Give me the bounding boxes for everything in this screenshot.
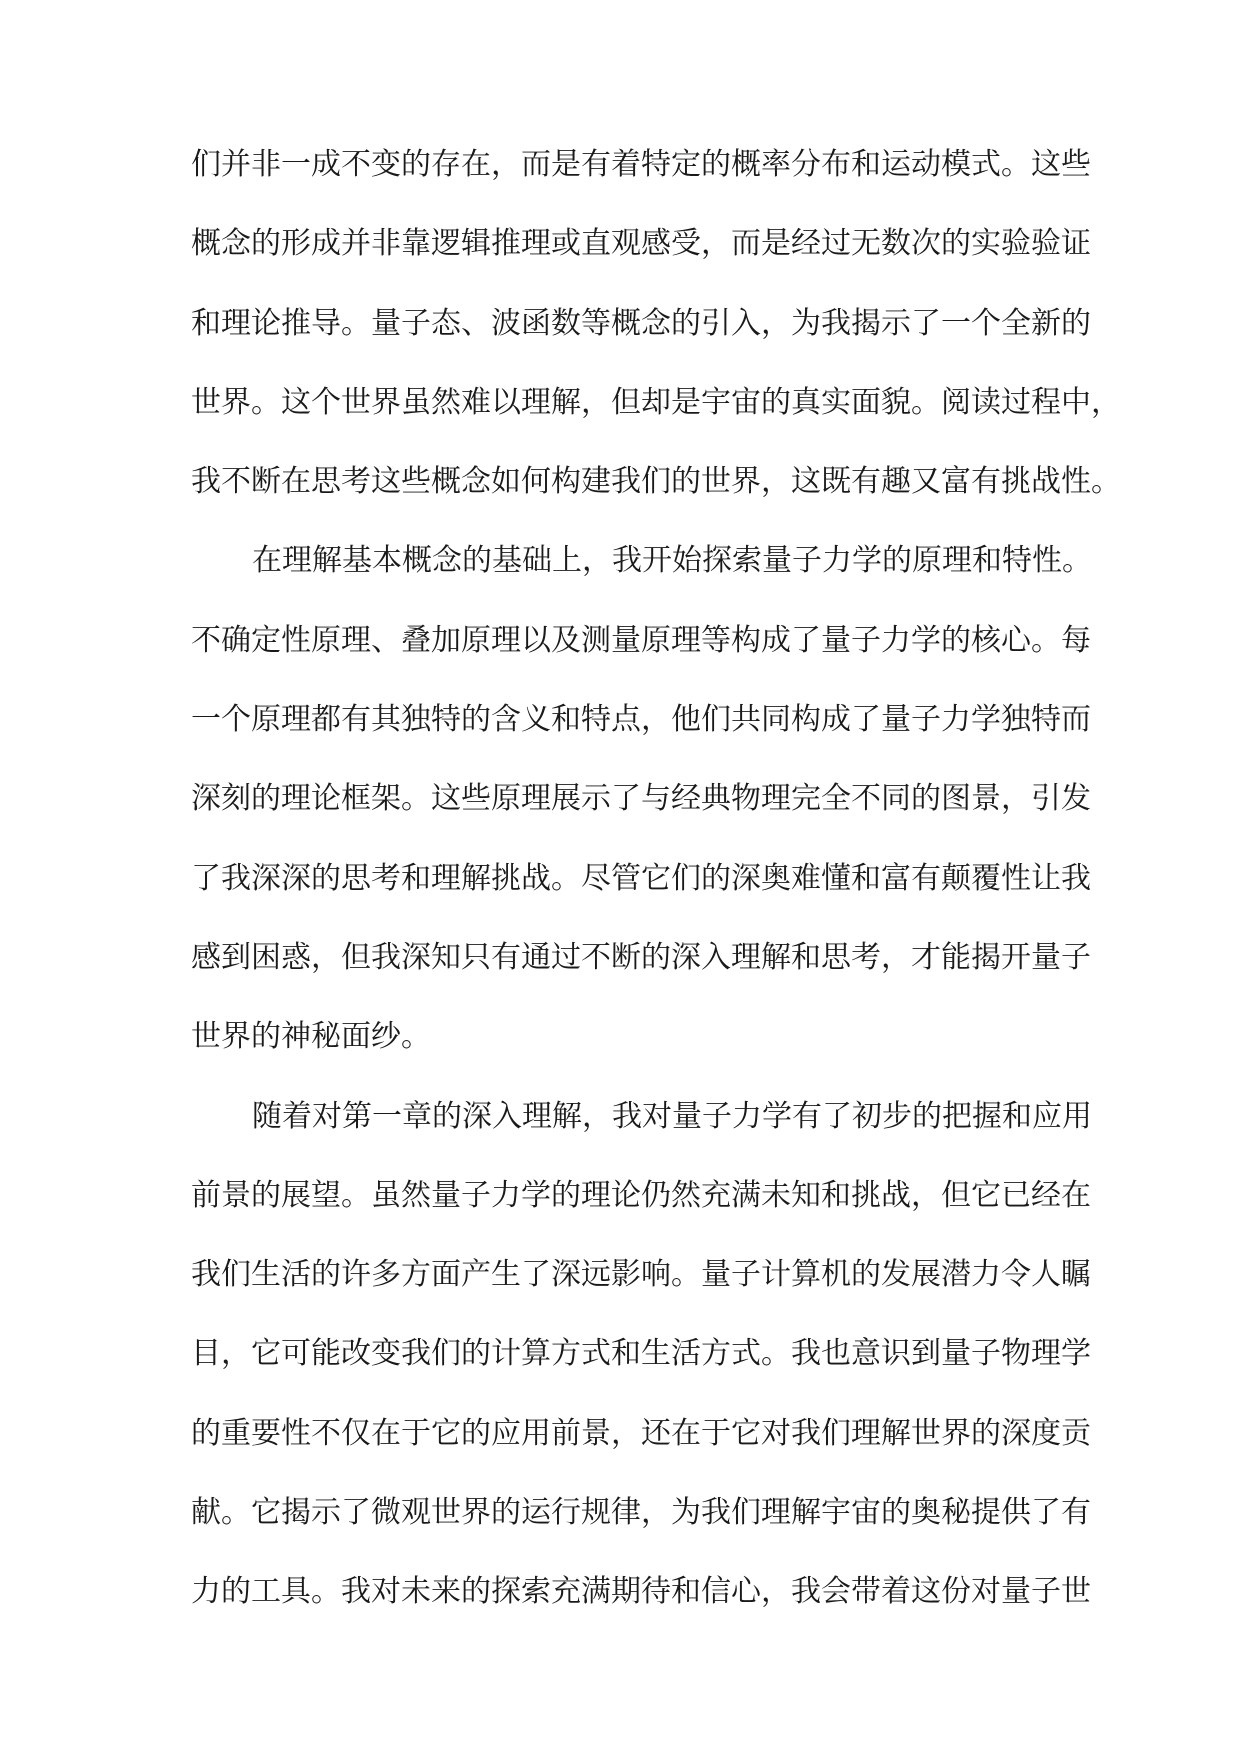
text-line: 的重要性不仅在于它的应用前景，还在于它对我们理解世界的深度贡 bbox=[191, 1415, 1091, 1451]
text-line: 目，它可能改变我们的计算方式和生活方式。我也意识到量子物理学 bbox=[191, 1336, 1091, 1372]
text-line: 了我深深的思考和理解挑战。尽管它们的深奥难懂和富有颠覆性让我 bbox=[191, 860, 1091, 896]
paragraph-first-line: 随着对第一章的深入理解，我对量子力学有了初步的把握和应用 bbox=[252, 1098, 1092, 1134]
text-line: 概念的形成并非靠逻辑推理或直观感受，而是经过无数次的实验验证 bbox=[191, 226, 1091, 262]
paragraph-last-line: 世界的神秘面纱。 bbox=[191, 1019, 431, 1055]
text-line: 不确定性原理、叠加原理以及测量原理等构成了量子力学的核心。每 bbox=[191, 622, 1091, 658]
text-line: 力的工具。我对未来的探索充满期待和信心，我会带着这份对量子世 bbox=[191, 1574, 1091, 1610]
paragraph-first-line: 在理解基本概念的基础上，我开始探索量子力学的原理和特性。 bbox=[252, 543, 1092, 579]
text-line: 我们生活的许多方面产生了深远影响。量子计算机的发展潜力令人瞩 bbox=[191, 1257, 1091, 1293]
body-text bbox=[191, 125, 1121, 1632]
text-line: 感到困惑，但我深知只有通过不断的深入理解和思考，才能揭开量子 bbox=[191, 939, 1091, 975]
text-line: 我不断在思考这些概念如何构建我们的世界，这既有趣又富有挑战性。 bbox=[191, 464, 1121, 500]
text-line: 前景的展望。虽然量子力学的理论仍然充满未知和挑战，但它已经在 bbox=[191, 1177, 1091, 1213]
text-line: 世界。这个世界虽然难以理解，但却是宇宙的真实面貌。阅读过程中， bbox=[191, 384, 1121, 420]
text-line: 和理论推导。量子态、波函数等概念的引入，为我揭示了一个全新的 bbox=[191, 305, 1091, 341]
text-line: 献。它揭示了微观世界的运行规律，为我们理解宇宙的奥秘提供了有 bbox=[191, 1495, 1091, 1531]
text-line: 深刻的理论框架。这些原理展示了与经典物理完全不同的图景，引发 bbox=[191, 781, 1091, 817]
text-line: 们并非一成不变的存在，而是有着特定的概率分布和运动模式。这些 bbox=[191, 147, 1091, 182]
text-line: 一个原理都有其独特的含义和特点，他们共同构成了量子力学独特而 bbox=[191, 702, 1091, 738]
